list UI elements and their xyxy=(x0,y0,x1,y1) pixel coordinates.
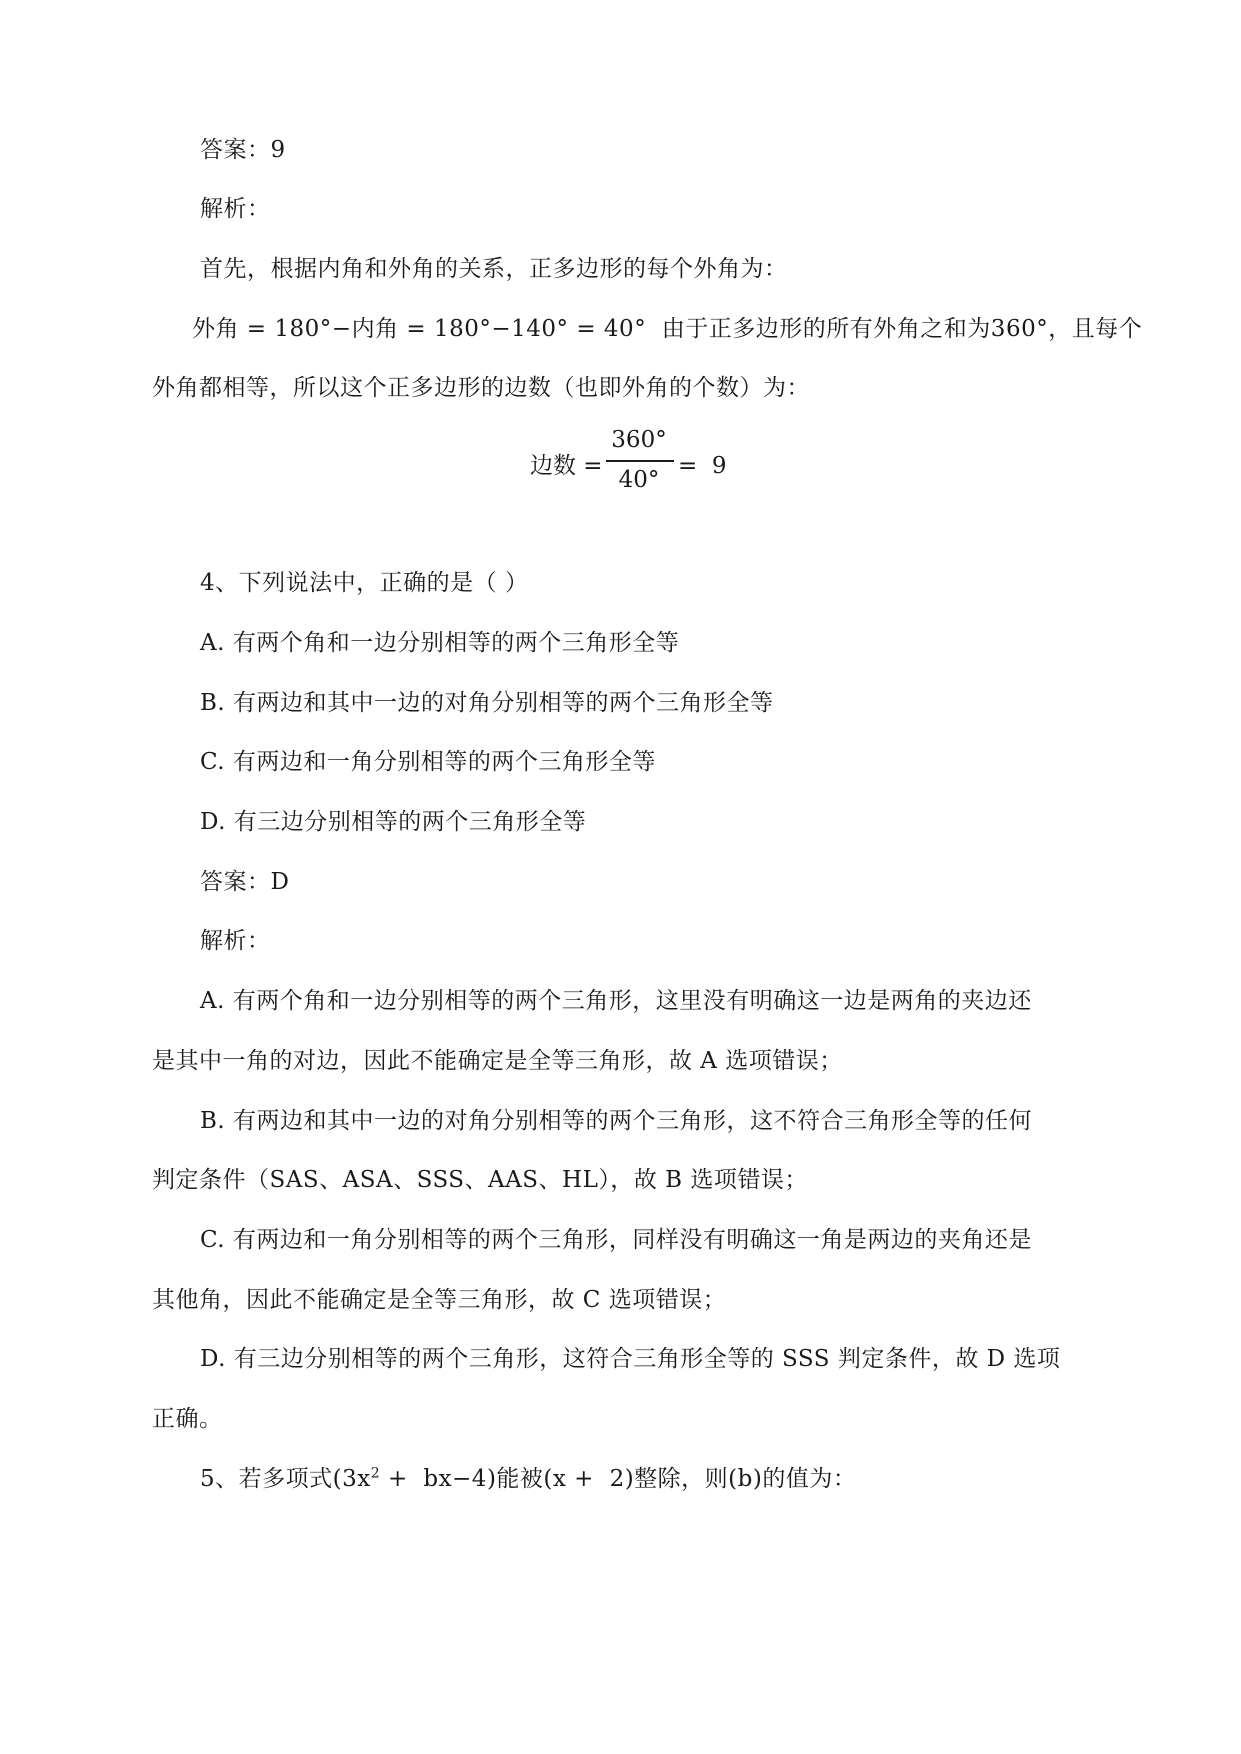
formula-numerator: 360° xyxy=(611,427,667,453)
side-count-formula xyxy=(0,420,1241,500)
q5-prefix: 5、若多项式(3x xyxy=(200,1466,371,1492)
q4-analysis-d-line-2: 正确。 xyxy=(152,1406,223,1432)
q4-analysis-d-line-1: D. 有三边分别相等的两个三角形，这符合三角形全等的 SSS 判定条件，故 D 选项 xyxy=(200,1346,1061,1372)
q3-analysis-line-2: 外角 = 180°−内角 = 180°−140° = 40° 由于正多边形的所有外角之和为360°，且每个 xyxy=(192,316,1143,342)
q3-analysis-label: 解析： xyxy=(200,196,271,222)
q3-analysis-line-3: 外角都相等，所以这个正多边形的边数（也即外角的个数）为： xyxy=(152,375,810,401)
q4-answer: 答案：D xyxy=(200,869,290,895)
formula-label: 边数 = xyxy=(530,453,603,479)
q4-option-a: A. 有两个角和一边分别相等的两个三角形全等 xyxy=(200,630,680,656)
q4-question: 4、下列说法中，正确的是（ ） xyxy=(200,570,529,596)
q5-exponent: 2 xyxy=(370,1465,381,1482)
q4-option-c: C. 有两边和一角分别相等的两个三角形全等 xyxy=(200,749,656,775)
q4-analysis-b-line-2: 判定条件（SAS、ASA、SSS、AAS、HL），故 B 选项错误； xyxy=(152,1167,808,1193)
q4-option-b: B. 有两边和其中一边的对角分别相等的两个三角形全等 xyxy=(200,690,774,716)
q4-analysis-b-line-1: B. 有两边和其中一边的对角分别相等的两个三角形，这不符合三角形全等的任何 xyxy=(200,1108,1033,1134)
q4-option-d: D. 有三边分别相等的两个三角形全等 xyxy=(200,809,587,835)
q3-analysis-line-1: 首先，根据内角和外角的关系，正多边形的每个外角为： xyxy=(200,256,788,282)
q4-analysis-a-line-1: A. 有两个角和一边分别相等的两个三角形，这里没有明确这一边是两角的夹边还 xyxy=(200,988,1032,1014)
formula-denominator: 40° xyxy=(618,467,660,493)
fraction-bar xyxy=(606,460,674,462)
q4-analysis-label: 解析： xyxy=(200,928,271,954)
q5-question xyxy=(200,1463,856,1495)
q3-answer: 答案：9 xyxy=(200,137,286,163)
q4-analysis-a-line-2: 是其中一角的对边，因此不能确定是全等三角形，故 A 选项错误； xyxy=(152,1048,843,1074)
formula-result: = 9 xyxy=(678,453,727,479)
q4-analysis-c-line-1: C. 有两边和一角分别相等的两个三角形，同样没有明确这一角是两边的夹角还是 xyxy=(200,1227,1032,1253)
q5-suffix: + bx−4)能被(x + 2)整除，则(b)的值为： xyxy=(380,1466,857,1492)
q4-analysis-c-line-2: 其他角，因此不能确定是全等三角形，故 C 选项错误； xyxy=(152,1287,727,1313)
